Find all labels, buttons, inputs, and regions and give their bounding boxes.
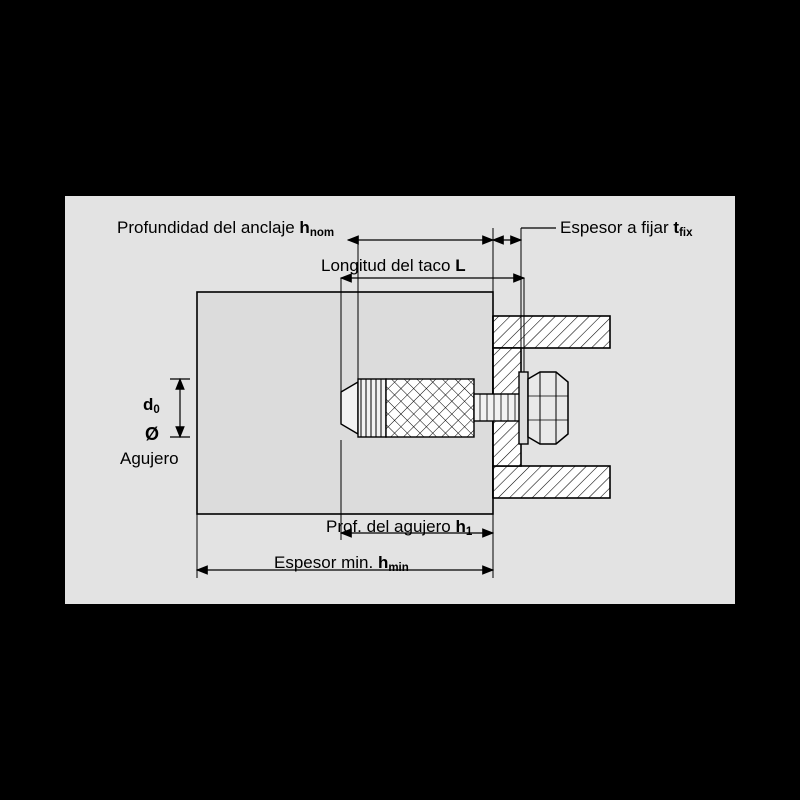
washer-and-nut (519, 372, 568, 444)
label-min-thickness: Espesor min. hmin (274, 553, 409, 574)
label-fixture-thickness: Espesor a fijar tfix (560, 218, 693, 239)
label-anchor-depth: Profundidad del anclaje hnom (117, 218, 335, 239)
label-hole-diameter: d0 (143, 395, 160, 416)
dimension-d0 (170, 379, 190, 437)
label-anchor-length: Longitud del taco L (321, 256, 466, 275)
label-diameter-symbol: Ø (145, 424, 160, 444)
label-hole-depth: Prof. del agujero h1 (326, 517, 473, 538)
label-hole-word: Agujero (120, 449, 179, 468)
